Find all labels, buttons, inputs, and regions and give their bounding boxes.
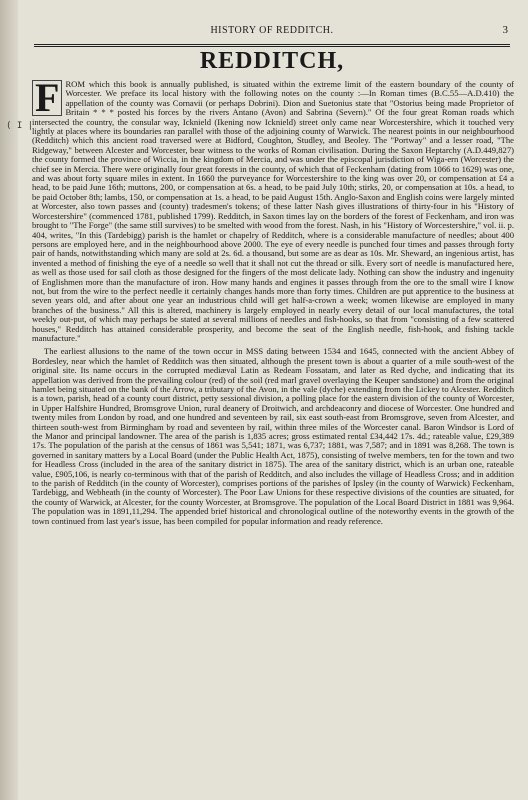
drop-cap-letter: F: [32, 80, 62, 116]
page-header: [34, 22, 510, 47]
paragraph-2: The earliest allusions to the name of the town occur in MSS dating between 1534 and 1645, connected with the ancient Abbey of Bordesley, near which the hamlet of Redditch was then situated, although the present town is about a quarter of a mile south-west of the original site. Its name occurs in the corrupted mediæval Latin as Redeam Fossatam, and later as Red dyche, and indicating that its appellation was derived from the prevailing colour (red) of the soil (red marl gravel overlaying the Keuper sandstone) and from the original hamlet being situated on the bank of the Arrow, a tributary of the Avon, in the vale (dyche) extending from the Lickey to Alcester. Redditch is a town, parish, head of a county court district, petty sessional division, a polling place for the eastern division of the county of Worcester, in Upper Halfshire Hundred, Bromsgrove Union, rural deanery of Droitwich, and archdeaconry and diocese of Worcester. One hundred and twenty miles from London by road, and one hundred and seventeen by rail, six east south-east from Bromsgrove, seven from Alcester, and thirteen south-west from Birmingham by road and seventeen by rail, within three miles of the Worcester canal. Baron Windsor is Lord of the Manor and principal landowner. The area of the parish is 1,835 acres; gross estimated rental £34,442 17s. 4d.; rateable value, £29,389 17s. The population of the parish at the census of 1861 was 5,541; 1871, was 6,737; 1881, was 7,587; and in 1891 was 8,268. The town is governed in sanitary matters by a Local Board (under the Public Health Act, 1875), consisting of twelve members, ten for the town and two for Headless Cross (included in the area of the sanitary district in 1875). The area of the sanitary district, which is an urban one, rateable value, £905,106, is nearly co-terminous with that of the parish of Redditch, and also includes the village of Headless Cross; and in addition to the parish of Redditch (in the county of Worcester), comprises portions of the parishes of Ipsley (in the county of Warwick) Feckenham, Tardebigg, and Webheath (in the county of Worcester). The Poor Law Unions for these respective divisions of the counties are situated, for the county of Warwick, at Alcester, for the county Worcester, at Bromsgrove. The population of the Local Board District in 1881 was 9,964. The population was in 1891,11,294. The appended brief historical and chronological outline of the noteworthy events in the growth of the town continued from last year's issue, has been compiled for popular information and ready reference.: [32, 346, 514, 526]
paragraph-1: [32, 80, 514, 343]
page-number: 3: [502, 24, 508, 36]
gutter-marks: ( I |: [6, 121, 34, 131]
article-body: [32, 80, 514, 792]
paragraph-1-text: ROM which this book is annually published, is situated within the extreme limit of the eastern boundary of the county of Worcester. We preface its local history with the following notes on the county :—In Roman times (B.C.55—A.D.410) the appellation of the county was Cornavii (or perhaps Dobrini). Dion and Suetonius state that "Ostorius being made Proprietor of Britain * * * posted his forces by the rivers Antano (Avon) and Sabrina (Severn)." Of the four great Roman roads which intersected the country, the consular way, Icknield (Ikening now Icknield) street only came near Worcestershire, which it touched very lightly at places where its boundaries ran parallel with those of the adjoining county of Warwick. The nearest points in our neighbourhood (Redditch) which this ancient road traversed were at Bidford, Coughton, Studley, and Beoley. The "Portway" and a lesser road, "The Ridgeway," between Alcester and Worcester, bear witness to the works of Roman civilisation. During the Saxon Heptarchy (A.D.449,827) the county formed the province of Wiccia, in the kingdom of Mercia, and was under the episcopal jurisdiction of Wiga-ern (Worcester) the chief see in Mercia. There were originally four great forests in the county, of which that of Feckenham (dating from 1066 to 1629) was one, and was about forty square miles in extent. In 1660 the purveyance for Worcestershire to the king was over 20, or compensation at £4 a head, to be paid June 16th; muttons, 200, or compensation at 6s. a head, to be paid July 10th; stirks, 20, or compensation at 10s. a head, to be paid October 8th; lambs, 150, or compensation at 1s. a head, to be paid August 15th. Anglo-Saxon and English coins were largely minted at Worcester, also town passes and (county) tradesmen's tokens; of these latter Nash gives illustrations of thirty-four in his "History of Worcestershire" (commenced 1781, published 1799). Redditch, in Saxon times lay on the borders of the forest of Feckenham, and iron was brought to "The Forge" (the same still survives) to be smelted with wood from the forest. Nash, in his "History of Worcestershire," vol. ii. p. 404, writes, "In this (Tardebigg) parish is the hamlet or chapelry of Redditch, where is a considerable manufacture of needles; about 400 persons are employed here, and in the neighbourhood above 2000. The eye of every needle is punched four times and passes through forty pair of hands, notwithstanding which many are sold at 2s. 6d. a thousand, but some are as dear as 10s. Mr. Sheward, an ingenious artist, has invented a method of finishing the eye of a needle so well that it shall not cut the thread or silk. Every sort of needle is manufactured here, as well as those used for sail cloth as those designed for the fingers of the most delicate lady. Nothing can show the industry and ingenuity of Englishmen more than the manufacture of iron. How many hands and engines it passes through from the ore to the small wire I know not, but from the wire to the perfect needle it certainly changes hands more than forty times. Children are put apprentice to the business at seven years old, and after about one year an industrious child will get half-a-crown a week; women likewise are employed in many branches of the business." All this is altered, machinery is largely employed in nearly every detail of our local manufactures, the total weekly out-put, of which may perhaps be stated at several millions of needles and fish-hooks, so that from "consisting of a few scattered houses," Redditch has attained considerable prosperity, and become the seat of the English needle, fish-hook, and fishing tackle manufacture.": [32, 80, 514, 343]
running-head: HISTORY OF REDDITCH.: [210, 25, 334, 36]
page-title: REDDITCH,: [199, 48, 345, 74]
